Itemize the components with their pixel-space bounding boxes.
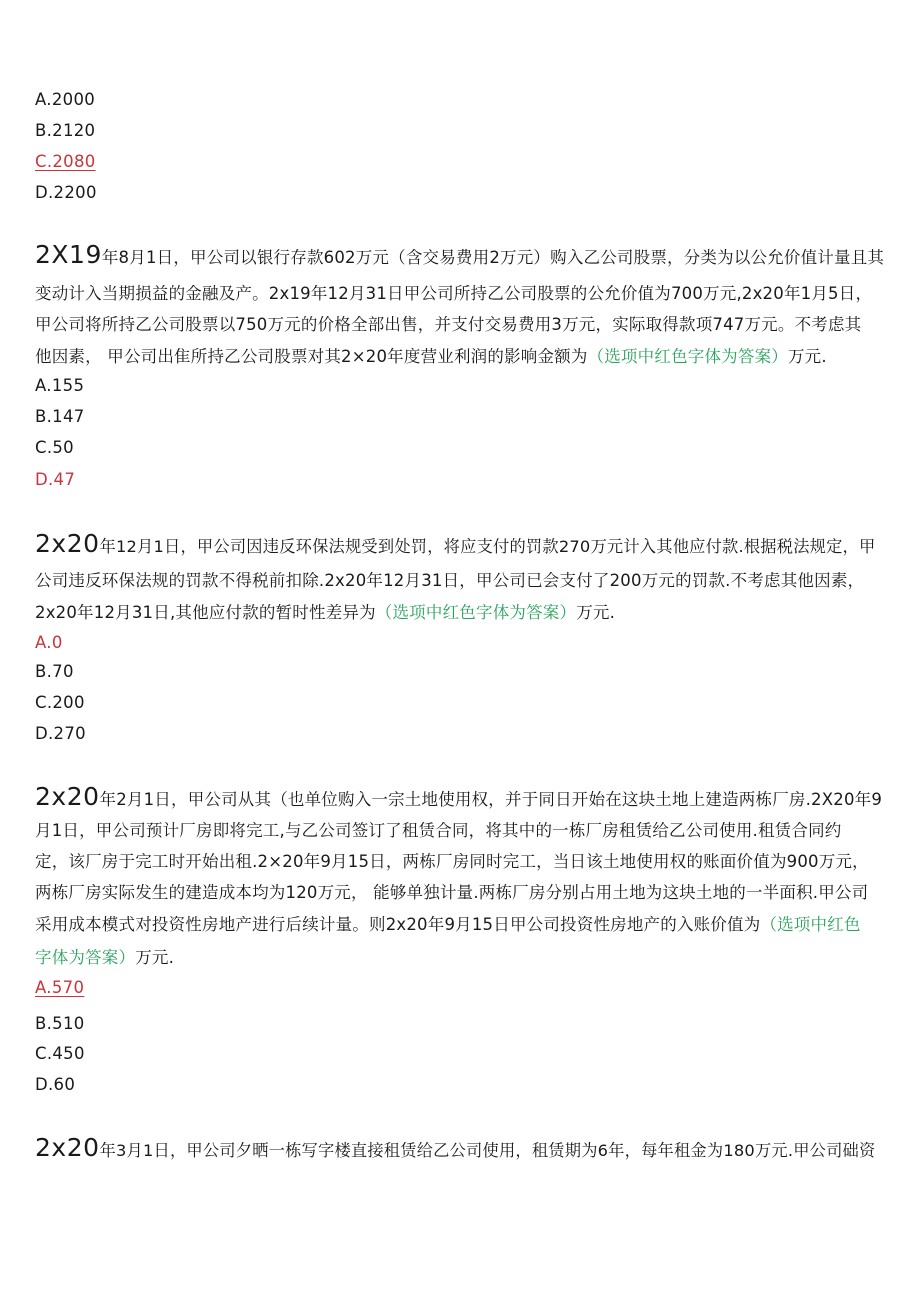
q2-stem-line-1 [35, 529, 876, 558]
q3-stem-text-5: 采用成本模式对投资性房地产进行后续计量。则2x20年9月15日甲公司投资性房地产的入账价值为 [35, 915, 761, 934]
q1-option-c: C.50 [35, 438, 74, 457]
q0-option-c-answer: C.2080 [35, 152, 96, 171]
q1-stem-text-4: 他因素， 甲公司出隹所持乙公司股票对其2×20年度营业利润的影响金额为 [35, 347, 588, 366]
q3-answer-hint-b: 字体为答案） [35, 948, 136, 967]
q2-option-b: B.70 [35, 662, 74, 681]
q3-stem-text-1: 年2月1日，甲公司从其（也单位购入一宗土地使用权，并于同日开始在这块土地上建造两栋厂房.2X20年9 [99, 790, 883, 809]
q0-option-b: B.2120 [35, 121, 96, 140]
q1-unit: 万元. [787, 347, 827, 366]
q1-stem-line-3: 甲公司将所持乙公司股票以750万元的价格全部出售，并支付交易费用3万元，实际取得款项747万元。不考虑其 [35, 315, 862, 334]
q4-stem-line-1 [35, 1133, 876, 1162]
q2-answer-hint: （选项中红色字体为答案） [375, 603, 577, 622]
q1-stem-line-1 [35, 240, 885, 269]
q3-option-a-answer: A.570 [35, 978, 85, 997]
q4-stem-text-1: 年3月1日，甲公司夕晒一栋写字楼直接租赁给乙公司使用，租赁期为6年，每年租金为180万元.甲公司础资 [99, 1141, 876, 1160]
q3-answer-hint-a: （选项中红色 [760, 915, 861, 934]
q3-stem-line-6 [35, 947, 174, 969]
q1-option-b: B.147 [35, 407, 85, 426]
q0-option-d: D.2200 [35, 183, 97, 202]
q1-stem-line-4 [35, 346, 827, 368]
q2-year-lead: 2x20 [35, 529, 100, 558]
q1-answer-hint: （选项中红色字体为答案） [587, 347, 788, 366]
q3-stem-line-2: 月1日，甲公司预计厂房即将完工,与乙公司签订了租赁合同，将其中的一栋厂房租赁给乙公司使用.租赁合同约 [35, 821, 842, 840]
q1-option-a: A.155 [35, 376, 85, 395]
q3-year-lead: 2x20 [35, 782, 100, 811]
q3-stem-line-1 [35, 782, 883, 811]
q2-stem-line-2: 公司违反环保法规的罚款不得税前扣除.2x20年12月31日，甲公司已会支付了200万元的罚款.不考虑其他因素， [35, 571, 865, 590]
q1-stem-text-1: 年8月1日，甲公司以银行存款602万元（含交易费用2万元）购入乙公司股票，分类为以公允价值计量且其 [101, 248, 885, 267]
q2-unit: 万元. [576, 603, 616, 622]
q3-stem-line-5 [35, 914, 861, 936]
q2-option-c: C.200 [35, 693, 85, 712]
q3-option-d: D.60 [35, 1075, 76, 1094]
q3-option-b: B.510 [35, 1014, 85, 1033]
q3-option-c: C.450 [35, 1044, 85, 1063]
q2-stem-text-3: 2x20年12月31日,其他应付款的暂时性差异为 [35, 603, 376, 622]
q3-stem-line-4: 两栋厂房实际发生的建造成本均为120万元， 能够单独计量.两栋厂房分别占用土地为这块土地的一半面积.甲公司 [35, 883, 869, 902]
q4-year-lead: 2x20 [35, 1133, 100, 1162]
q3-stem-line-3: 定，该厂房于完工时开始出租.2×20年9月15日，两栋厂房同时完工，当日该土地使用权的账面价值为900万元， [35, 852, 869, 871]
q1-stem-line-2: 变动计入当期损益的金融及产。2x19年12月31日甲公司所持乙公司股票的公允价值为700万元,2x20年1月5日， [35, 284, 873, 303]
q2-stem-line-3 [35, 602, 615, 624]
q2-option-d: D.270 [35, 724, 86, 743]
q2-option-a-answer: A.0 [35, 633, 63, 652]
q0-option-a: A.2000 [35, 90, 96, 109]
q1-year-lead: 2X19 [35, 240, 102, 269]
q3-unit: 万元. [135, 948, 175, 967]
q1-option-d-answer: D.47 [35, 470, 76, 489]
q2-stem-text-1: 年12月1日，甲公司因违反环保法规受到处罚，将应支付的罚款270万元计入其他应付款.根据税法规定，甲 [99, 537, 876, 556]
